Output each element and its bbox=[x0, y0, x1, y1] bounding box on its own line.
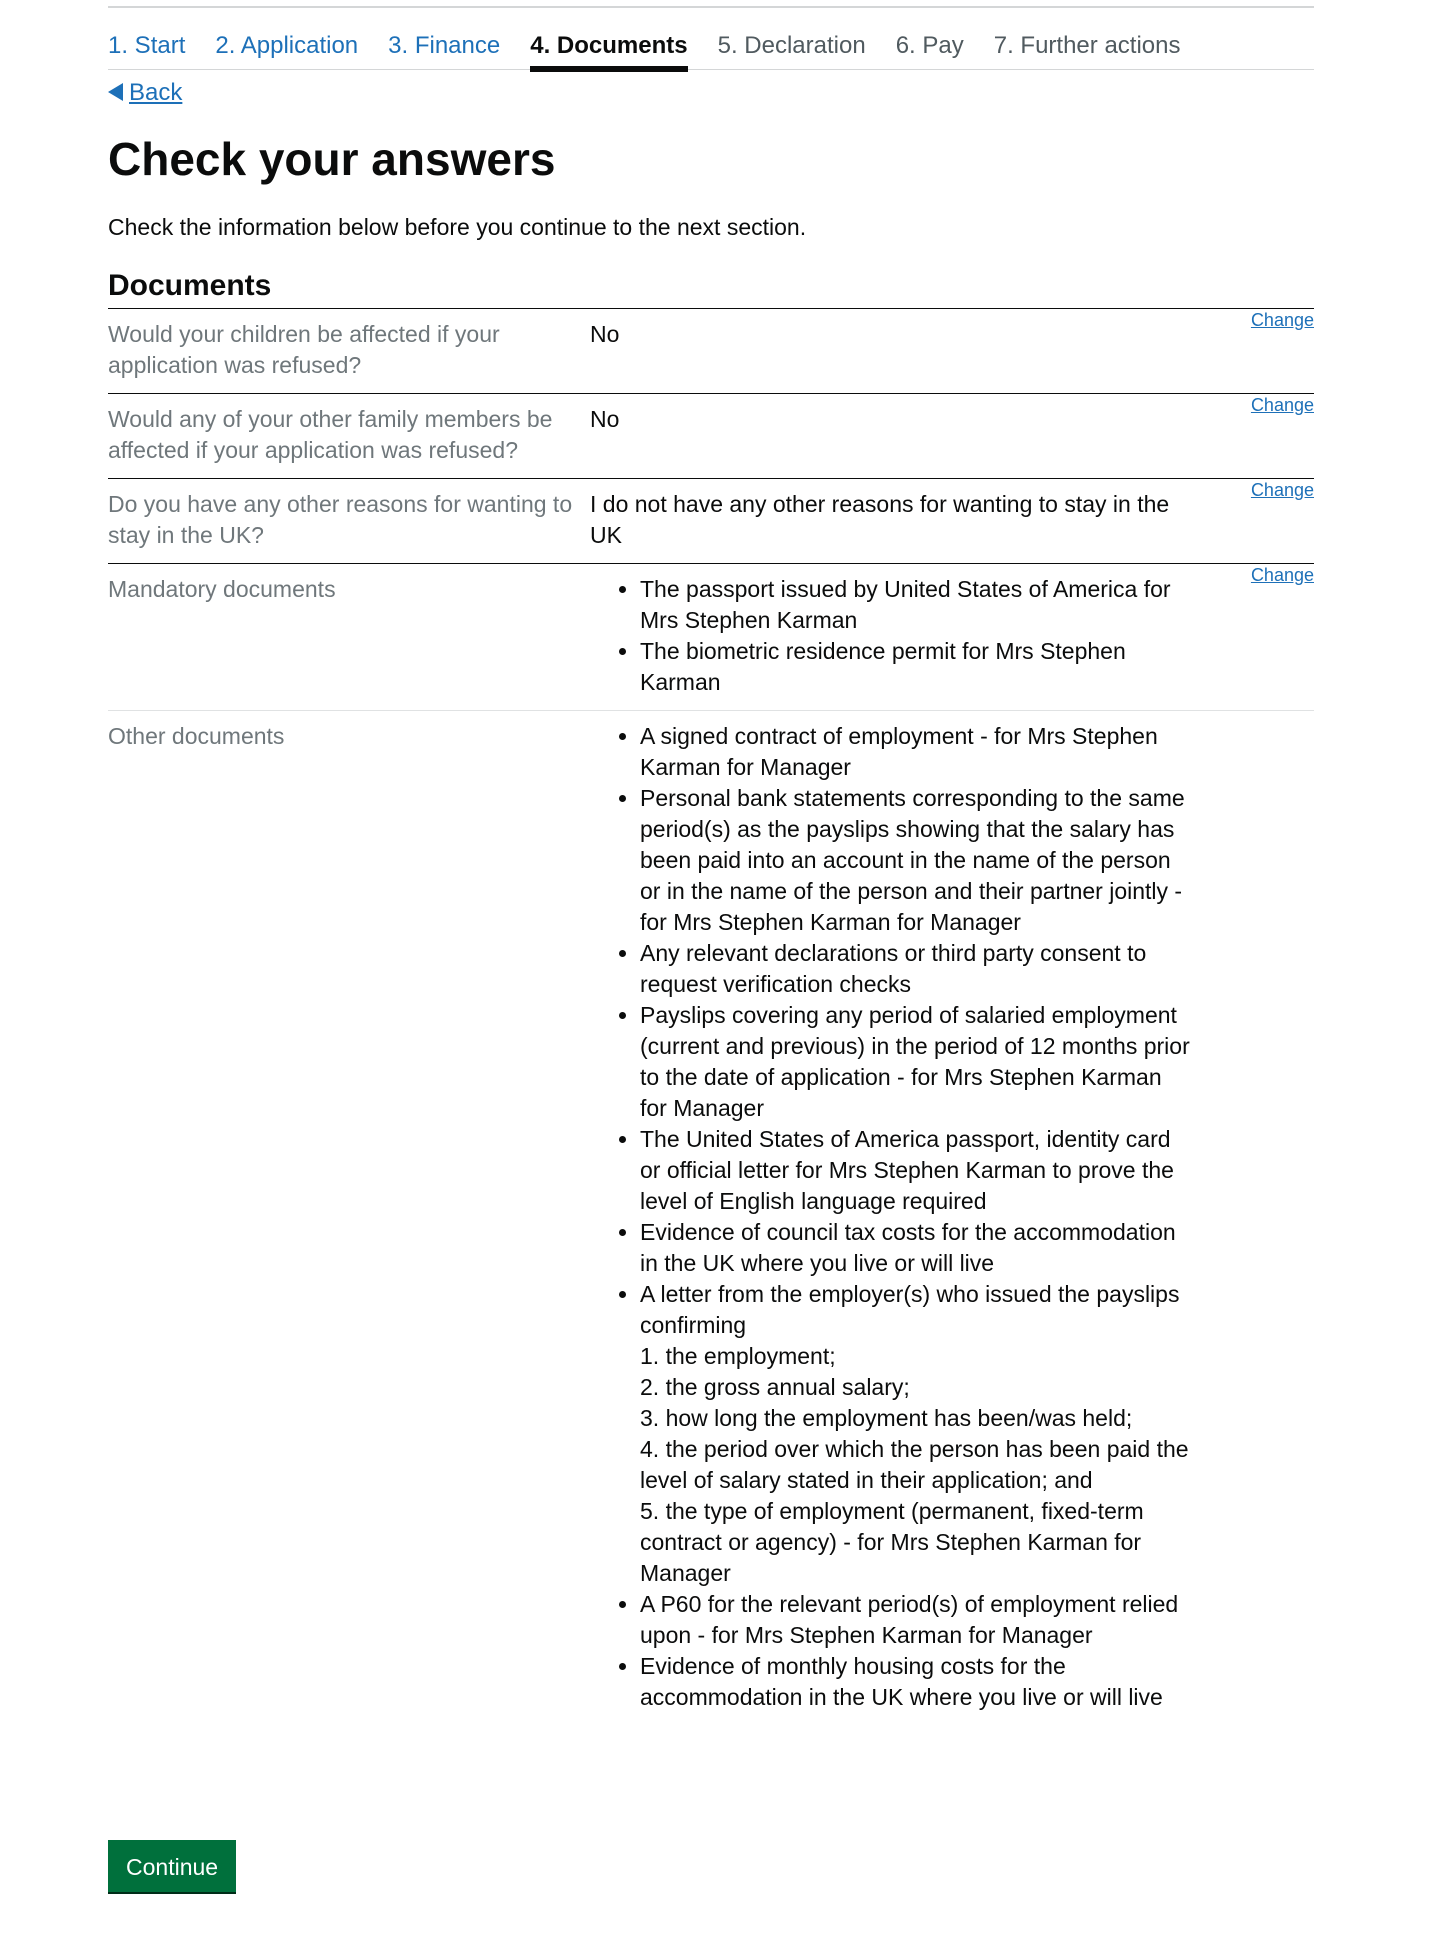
change-link[interactable]: Change bbox=[1250, 395, 1314, 415]
list-item: • Personal bank statements corresponding to the same period(s) as the payslips showing that the salary has been paid into an account in the name of the person or in the name of the person and their partner jointly - for Mrs Stephen Karman for Manager bbox=[640, 783, 1190, 938]
back-arrow-icon bbox=[108, 83, 123, 101]
step-further-actions: 7. Further actions bbox=[993, 32, 1181, 59]
list-item bbox=[640, 1279, 1190, 1589]
list-item: • The biometric residence permit for Mrs Stephen Karman bbox=[640, 636, 1190, 698]
list-item-line: 2. the gross annual salary; bbox=[640, 1374, 910, 1400]
list-item-line: 5. the type of employment (permanent, fixed-term contract or agency) - for Mrs Stephen Karman for Manager bbox=[640, 1498, 1144, 1586]
step-finance[interactable]: 3. Finance bbox=[388, 32, 501, 59]
summary-value: No bbox=[590, 321, 620, 347]
list-item: • Payslips covering any period of salaried employment (current and previous) in the period of 12 months prior to the date of application - for Mrs Stephen Karman for Manager bbox=[640, 1000, 1190, 1124]
change-link[interactable]: Change bbox=[1250, 565, 1314, 585]
summary-value: No bbox=[590, 406, 620, 432]
step-declaration: 5. Declaration bbox=[717, 32, 866, 59]
summary-row-family bbox=[108, 394, 1314, 479]
list-item: • Any relevant declarations or third party consent to request verification checks bbox=[640, 938, 1190, 1000]
summary-list bbox=[108, 308, 1314, 1725]
back-link-label: Back bbox=[129, 79, 183, 106]
summary-row-other-documents bbox=[108, 711, 1314, 1725]
list-item: • A P60 for the relevant period(s) of employment relied upon - for Mrs Stephen Karman for Manager bbox=[640, 1589, 1190, 1651]
summary-key: Would your children be affected if your application was refused? bbox=[108, 321, 500, 378]
change-link[interactable]: Change bbox=[1250, 310, 1314, 330]
section-heading: Documents bbox=[108, 269, 272, 302]
page bbox=[108, 6, 1314, 1880]
step-documents: 4. Documents bbox=[530, 8, 687, 61]
list-item-line: 3. how long the employment has been/was held; bbox=[640, 1405, 1133, 1431]
list-item-line: 4. the period over which the person has been paid the level of salary stated in their application; and bbox=[640, 1436, 1189, 1493]
back-link[interactable] bbox=[108, 78, 182, 108]
summary-row-children bbox=[108, 309, 1314, 394]
summary-value bbox=[590, 721, 1190, 1713]
summary-key: Would any of your other family members be affected if your application was refused? bbox=[108, 406, 553, 463]
summary-key: Other documents bbox=[108, 723, 285, 749]
intro-text: Check the information below before you continue to the next section. bbox=[108, 214, 807, 240]
step-pay: 6. Pay bbox=[895, 32, 964, 59]
summary-row-other-reasons bbox=[108, 479, 1314, 564]
step-application[interactable]: 2. Application bbox=[215, 32, 359, 59]
continue-button[interactable]: Continue bbox=[108, 1840, 236, 1892]
change-link[interactable]: Change bbox=[1250, 480, 1314, 500]
progress-nav bbox=[108, 6, 1314, 70]
summary-row-mandatory-documents bbox=[108, 564, 1314, 711]
list-item: • A signed contract of employment - for Mrs Stephen Karman for Manager bbox=[640, 721, 1190, 783]
list-item-line: • A letter from the employer(s) who issued the payslips confirming bbox=[640, 1281, 1180, 1338]
mandatory-documents-list bbox=[590, 574, 1190, 698]
list-item: • Evidence of monthly housing costs for the accommodation in the UK where you live or will live bbox=[640, 1651, 1190, 1713]
step-start[interactable]: 1. Start bbox=[108, 32, 186, 59]
page-title: Check your answers bbox=[108, 133, 556, 185]
summary-value bbox=[590, 574, 1190, 698]
list-item: • The United States of America passport, identity card or official letter for Mrs Stephen Karman to prove the level of English language required bbox=[640, 1124, 1190, 1217]
list-item: • Evidence of council tax costs for the accommodation in the UK where you live or will live bbox=[640, 1217, 1190, 1279]
list-item: • The passport issued by United States of America for Mrs Stephen Karman bbox=[640, 574, 1190, 636]
summary-key: Do you have any other reasons for wanting to stay in the UK? bbox=[108, 491, 573, 548]
list-item-line: 1. the employment; bbox=[640, 1343, 836, 1369]
other-documents-list bbox=[590, 721, 1190, 1713]
summary-value: I do not have any other reasons for wanting to stay in the UK bbox=[590, 491, 1170, 548]
summary-key: Mandatory documents bbox=[108, 576, 336, 602]
